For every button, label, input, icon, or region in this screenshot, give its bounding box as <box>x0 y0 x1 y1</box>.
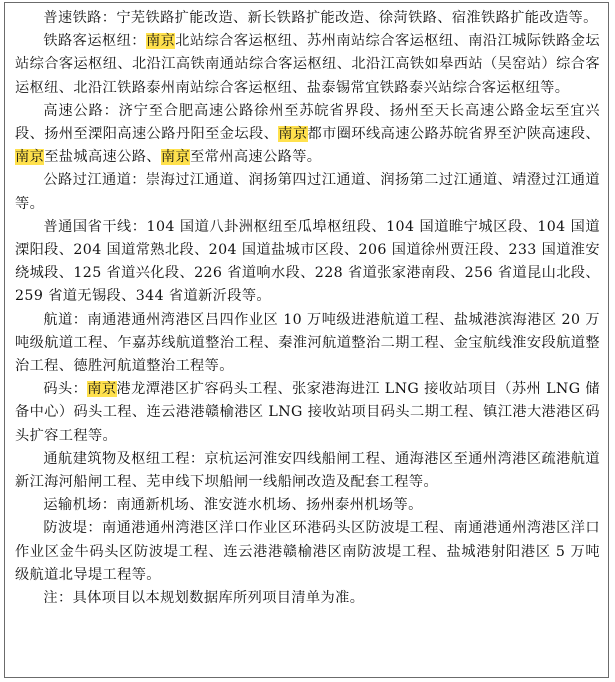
document-page <box>4 2 609 678</box>
search-highlight: 南京 <box>15 149 45 166</box>
paragraph-trunk-roads: 普通国省干线：104 国道八卦洲枢纽至瓜埠枢纽段、104 国道睢宁城区段、104 国道溧阳段、204 国道常熟北段、204 国道盐城市区段、206 国道徐州贾汪段、233 国道淮安绕城段、125 省道兴化段、226 省道响水段、228 省道张家港南段、256 省道昆山北段、259 省道无锡段、344 省道新沂段等。 <box>15 218 600 305</box>
paragraph-airports: 运输机场：南通新机场、淮安涟水机场、扬州泰州机场等。 <box>43 497 423 514</box>
paragraph-railway-hubs: 铁路客运枢纽：南京北站综合客运枢纽、苏州南站综合客运枢纽、南沿江城际铁路金坛站综合客运枢纽、北沿江高铁南通站综合客运枢纽、北沿江高铁如皋西站（吴窑站）综合客运枢纽、北沿江铁路泰州南站综合客运枢纽、盐泰锡常宜铁路泰兴站综合客运枢纽等。 <box>15 33 600 96</box>
paragraph-breakwaters: 防波堤：南通港通州湾港区洋口作业区环港码头区防波堤工程、南通港通州湾港区洋口作业区金牛码头区防波堤工程、连云港港赣榆港区南防波堤工程、盐城港射阳港区 5 万吨级航道北导堤工程等。 <box>15 520 600 583</box>
paragraph-river-crossings: 公路过江通道：崇海过江通道、润扬第四过江通道、润扬第二过江通道、靖澄过江通道等。 <box>15 172 600 212</box>
search-highlight: 南京 <box>278 126 308 143</box>
paragraph-waterways: 航道：南通港通州湾港区吕四作业区 10 万吨级进港航道工程、盐城港滨海港区 20 万吨级航道工程、乍嘉苏线航道整治工程、秦淮河航道整治二期工程、金宝航线淮安段航道整治工程、德胜河航道整治工程等。 <box>15 311 600 375</box>
paragraph-navigation-locks: 通航建筑物及枢纽工程：京杭运河淮安四线船闸工程、通海港区至通州湾港区疏港航道新江海河船闸工程、芜申线下坝船闸一线船闸改造及配套工程等。 <box>15 450 600 491</box>
search-highlight: 南京 <box>160 149 191 166</box>
paragraph-regular-railway: 普速铁路：宁芜铁路扩能改造、新长铁路扩能改造、徐菏铁路、宿淮铁路扩能改造等。 <box>43 10 598 26</box>
search-highlight: 南京 <box>145 33 176 50</box>
paragraph-expressways: 高速公路：济宁至合肥高速公路徐州至苏皖省界段、扬州至天长高速公路金坛至宜兴段、扬州至溧阳高速公路丹阳至金坛段、南京都市圈环线高速公路苏皖省界至沪陕高速段、南京至盐城高速公路、南京至常州高速公路等。 <box>15 102 600 166</box>
search-highlight: 南京 <box>87 381 117 398</box>
paragraph-note: 注：具体项目以本规划数据库所列项目清单为准。 <box>43 590 365 607</box>
paragraph-wharves: 码头：南京港龙潭港区扩容码头工程、张家港海进江 LNG 接收站项目（苏州 LNG 储备中心）码头工程、连云港港赣榆港区 LNG 接收站项目码头二期工程、镇江港大港港区码头扩容工程等。 <box>15 381 600 444</box>
